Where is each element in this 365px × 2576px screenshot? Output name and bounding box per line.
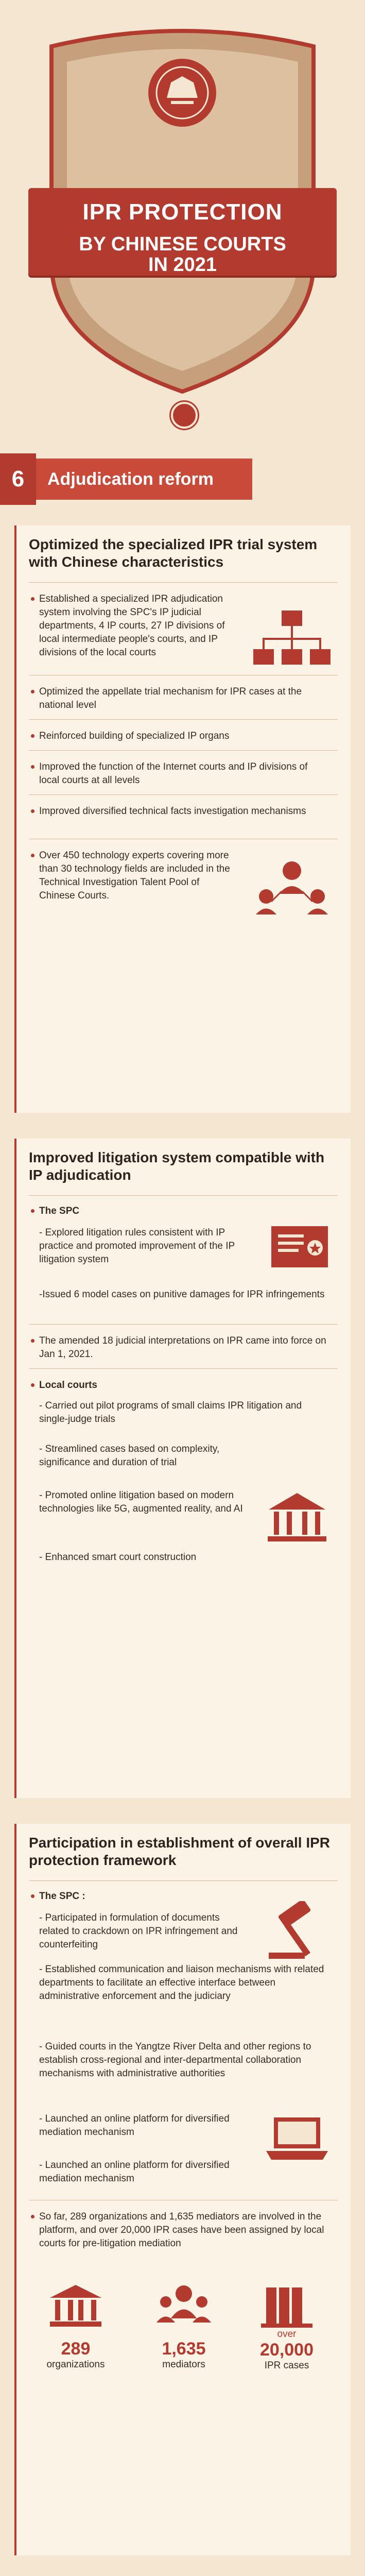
divider: [29, 719, 338, 720]
divider: [29, 1880, 338, 1881]
card-heading: Participation in establishment of overall IPR protection framework: [29, 1835, 331, 1868]
stat-value: 20,000: [260, 2340, 314, 2360]
list-item: - Explored litigation rules consistent with IP practice and promoted improvement of the IP litigation system: [39, 1227, 235, 1265]
list-item: - Participated in formulation of documents related to crackdown on IPR infringement and counterfeiting: [39, 1912, 238, 1950]
gavel-icon: [264, 1901, 331, 1963]
stat-value: 1,635: [162, 2339, 206, 2359]
stat-label: organizations: [46, 2359, 105, 2370]
list-item: -Issued 6 model cases on punitive damages for IPR infringements: [39, 1289, 325, 1300]
divider: [29, 582, 338, 583]
card-heading: Improved litigation system compatible with IP adjudication: [29, 1149, 325, 1183]
list-item: - Launched an online platform for diversified mediation mechanism: [39, 2160, 230, 2184]
list-item: - Guided courts in the Yangtze River Delta and other regions to establish cross-regional and inter-departmental collaboration mechanisms with administrative authorities: [39, 2041, 311, 2079]
list-item: Established a specialized IPR adjudication system involving the SPC's IP judicial departments, 4 IP courts, 27 IP divisions of local intermediate people's courts, and IP divisions of the local courts: [39, 592, 240, 659]
divider: [29, 1195, 338, 1196]
title-line-3: IN 2021: [148, 254, 217, 276]
spc-label: The SPC: [39, 1205, 194, 1218]
cases-books-icon: [258, 2282, 315, 2329]
card-trial-system: [14, 526, 351, 1113]
list-item: - Promoted online litigation based on modern technologies like 5G, augmented reality, and AI: [39, 1490, 243, 1514]
list-item: Over 450 technology experts covering more than 30 technology fields are included in the Technical Investigation Talent Pool of Chinese Courts.: [39, 849, 235, 903]
stat-mediators: [140, 2339, 228, 2370]
list-item: - Established communication and liaison mechanisms with related departments to facilitate an effective interface between administrative enforcement and the judiciary: [39, 1964, 324, 2002]
list-item: Reinforced building of specialized IP organs: [39, 730, 327, 743]
list-item: Improved diversified technical facts investigation mechanisms: [39, 805, 327, 818]
list-item: - Streamlined cases based on complexity, significance and duration of trial: [39, 1444, 220, 1468]
list-item: - Launched an online platform for diversified mediation mechanism: [39, 2113, 230, 2138]
card-litigation-system: [14, 1139, 351, 1798]
list-item: Optimized the appellate trial mechanism for IPR cases at the national level: [39, 685, 327, 712]
stat-ipr-cases: [243, 2329, 331, 2371]
divider: [29, 1368, 338, 1369]
experts-group-icon: [253, 855, 331, 922]
title-line-2: BY CHINESE COURTS: [79, 233, 286, 255]
stat-label: mediators: [162, 2359, 205, 2370]
hero-header: [0, 0, 365, 422]
list-item: - Carried out pilot programs of small claims IPR litigation and single-judge trials: [39, 1400, 302, 1425]
stat-prefix: over: [277, 2329, 297, 2340]
divider-dot-icon: [171, 402, 198, 429]
card-heading: Optimized the specialized IPR trial system with Chinese characteristics: [29, 536, 318, 570]
list-item: The amended 18 judicial interpretations on IPR came into force on Jan 1, 2021.: [39, 1334, 327, 1361]
mediators-icon: [155, 2282, 212, 2329]
stat-value: 289: [61, 2339, 91, 2359]
divider: [29, 794, 338, 795]
section-6-title: Adjudication reform: [36, 459, 252, 500]
org-chart-icon: [253, 608, 331, 675]
courthouse-icon: [264, 1489, 331, 1546]
spc-label: The SPC :: [39, 1890, 194, 1903]
list-item: - Enhanced smart court construction: [39, 1552, 197, 1563]
title-ribbon: [28, 188, 337, 276]
divider: [29, 1324, 338, 1325]
local-courts-label: Local courts: [39, 1379, 194, 1392]
certificate-icon: [269, 1221, 331, 1278]
laptop-icon: [264, 2112, 331, 2169]
list-item: Improved the function of the Internet courts and IP divisions of local courts at all levels: [39, 760, 327, 787]
organizations-icon: [47, 2282, 104, 2329]
title-line-1: IPR PROTECTION: [82, 199, 283, 225]
section-6-number: 6: [0, 453, 36, 505]
stat-label: IPR cases: [264, 2360, 309, 2371]
list-item: So far, 289 organizations and 1,635 mediators are involved in the platform, and over 20,000 IPR cases have been assigned by local courts for pre-litigation mediation: [39, 2210, 327, 2250]
stat-organizations: [32, 2339, 119, 2370]
divider: [29, 750, 338, 751]
card-protection-framework: [14, 1824, 351, 2555]
